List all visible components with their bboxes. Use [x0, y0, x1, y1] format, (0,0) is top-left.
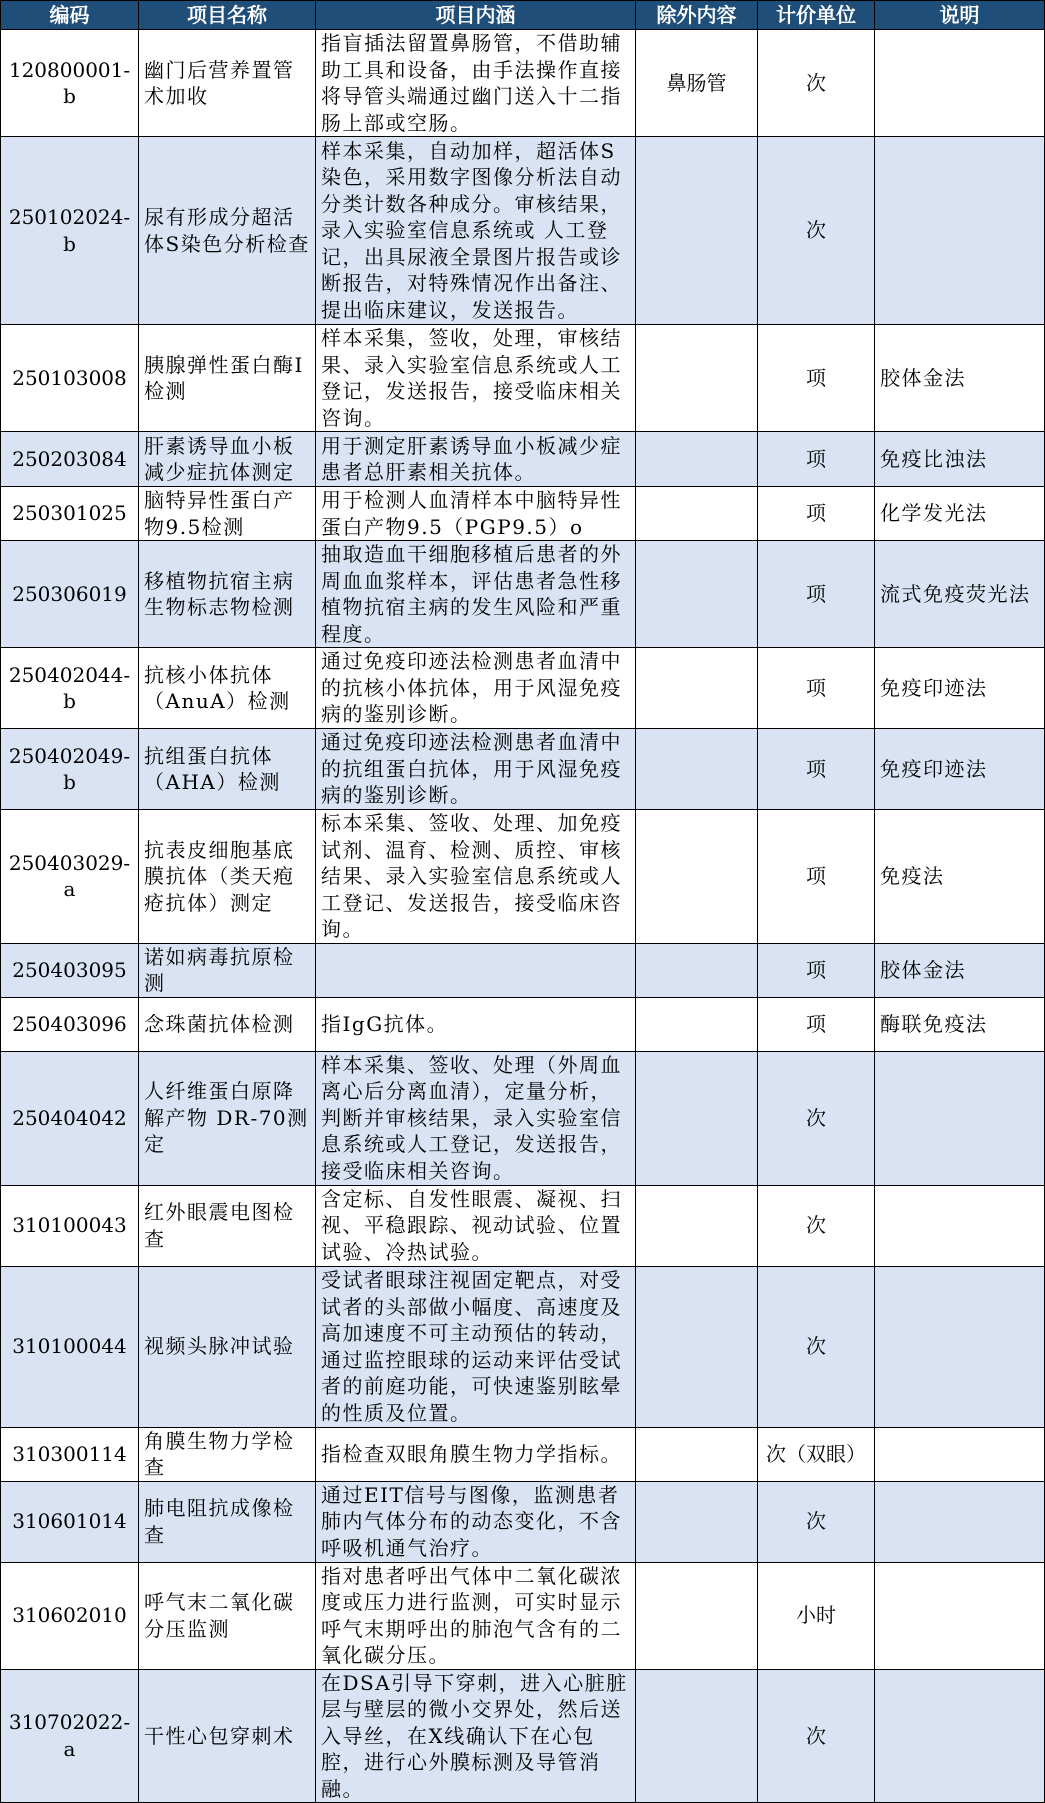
header-note: 说明: [875, 1, 1045, 30]
cell-note: 胶体金法: [875, 943, 1045, 997]
cell-note: 免疫印迹法: [875, 729, 1045, 810]
cell-unit: 项: [758, 997, 875, 1051]
cell-note: 免疫比浊法: [875, 432, 1045, 487]
cell-content: 指对患者呼出气体中二氧化碳浓度或压力进行监测，可实时显示呼气末期呼出的肺泡气含有的二氧化碳分压。: [316, 1562, 636, 1669]
cell-exclude: [636, 729, 758, 810]
cell-name: 抗表皮细胞基底膜抗体（类天疱疮抗体）测定: [139, 810, 316, 944]
cell-exclude: [636, 1051, 758, 1185]
cell-exclude: [636, 1427, 758, 1481]
cell-content: 用于检测人血清样本中脑特异性蛋白产物9.5（PGP9.5）o: [316, 487, 636, 541]
cell-unit: 项: [758, 943, 875, 997]
cell-unit: 项: [758, 487, 875, 541]
cell-code: 310300114: [1, 1427, 139, 1481]
table-header-row: [1, 1, 1045, 30]
cell-unit: 次: [758, 30, 875, 137]
header-unit: 计价单位: [758, 1, 875, 30]
table-row: [1, 1481, 1045, 1562]
cell-content: 指盲插法留置鼻肠管，不借助辅助工具和设备，由手法操作直接将导管头端通过幽门送入十二指肠上部或空肠。: [316, 30, 636, 137]
cell-name: 干性心包穿刺术: [139, 1669, 316, 1803]
cell-note: [875, 1562, 1045, 1669]
cell-name: 人纤维蛋白原降解产物 DR-70测定: [139, 1051, 316, 1185]
cell-exclude: [636, 1185, 758, 1266]
cell-content: 标本采集、签收、处理、加免疫试剂、温育、检测、质控、审核结果、录入实验室信息系统或人工登记、发送报告，接受临床咨询。: [316, 810, 636, 944]
cell-code: 250403095: [1, 943, 139, 997]
cell-content: 用于测定肝素诱导血小板减少症患者总肝素相关抗体。: [316, 432, 636, 487]
cell-name: 脑特异性蛋白产物9.5检测: [139, 487, 316, 541]
table-row: [1, 487, 1045, 541]
cell-unit: 小时: [758, 1562, 875, 1669]
header-code: 编码: [1, 1, 139, 30]
cell-exclude: [636, 810, 758, 944]
table-row: [1, 30, 1045, 137]
cell-unit: 次: [758, 1481, 875, 1562]
cell-content: 含定标、自发性眼震、凝视、扫视、平稳跟踪、视动试验、位置试验、冷热试验。: [316, 1185, 636, 1266]
table-row: [1, 137, 1045, 325]
cell-name: 抗核小体抗体（AnuA）检测: [139, 648, 316, 729]
cell-code: 250403029-a: [1, 810, 139, 944]
cell-code: 250203084: [1, 432, 139, 487]
cell-note: 化学发光法: [875, 487, 1045, 541]
cell-code: 250402049-b: [1, 729, 139, 810]
cell-exclude: [636, 432, 758, 487]
cell-name: 尿有形成分超活体S染色分析检查: [139, 137, 316, 325]
cell-code: 310602010: [1, 1562, 139, 1669]
cell-exclude: [636, 1669, 758, 1803]
cell-code: 310100044: [1, 1266, 139, 1427]
cell-content: 通过EIT信号与图像，监测患者肺内气体分布的动态变化，不含呼吸机通气治疗。: [316, 1481, 636, 1562]
cell-content: [316, 943, 636, 997]
cell-exclude: [636, 1562, 758, 1669]
cell-unit: 次: [758, 1051, 875, 1185]
cell-content: 通过免疫印迹法检测患者血清中的抗核小体抗体，用于风湿免疫病的鉴别诊断。: [316, 648, 636, 729]
cell-unit: 次: [758, 137, 875, 325]
table-row: [1, 541, 1045, 648]
cell-name: 移植物抗宿主病生物标志物检测: [139, 541, 316, 648]
header-name: 项目名称: [139, 1, 316, 30]
cell-note: 免疫法: [875, 810, 1045, 944]
cell-name: 视频头脉冲试验: [139, 1266, 316, 1427]
cell-note: [875, 1266, 1045, 1427]
table-row: [1, 943, 1045, 997]
cell-note: 酶联免疫法: [875, 997, 1045, 1051]
cell-code: 250403096: [1, 997, 139, 1051]
cell-unit: 次: [758, 1266, 875, 1427]
table-row: [1, 1266, 1045, 1427]
cell-exclude: [636, 997, 758, 1051]
cell-name: 角膜生物力学检查: [139, 1427, 316, 1481]
cell-code: 250301025: [1, 487, 139, 541]
cell-exclude: [636, 1266, 758, 1427]
table-row: [1, 325, 1045, 432]
cell-unit: 项: [758, 648, 875, 729]
table-row: [1, 1427, 1045, 1481]
cell-content: 通过免疫印迹法检测患者血清中的抗组蛋白抗体，用于风湿免疫病的鉴别诊断。: [316, 729, 636, 810]
table-row: [1, 1562, 1045, 1669]
cell-exclude: [636, 943, 758, 997]
cell-exclude: 鼻肠管: [636, 30, 758, 137]
table-row: [1, 1051, 1045, 1185]
cell-content: 样本采集、签收、处理（外周血离心后分离血清），定量分析，判断并审核结果，录入实验室信息系统或人工登记，发送报告，接受临床相关咨询。: [316, 1051, 636, 1185]
table-row: [1, 997, 1045, 1051]
cell-content: 抽取造血干细胞移植后患者的外周血血浆样本，评估患者急性移植物抗宿主病的发生风险和严重程度。: [316, 541, 636, 648]
cell-code: 250103008: [1, 325, 139, 432]
cell-note: [875, 1185, 1045, 1266]
cell-code: 310702022-a: [1, 1669, 139, 1803]
cell-note: [875, 1051, 1045, 1185]
cell-unit: 项: [758, 432, 875, 487]
cell-name: 诺如病毒抗原检测: [139, 943, 316, 997]
cell-note: [875, 30, 1045, 137]
cell-unit: 项: [758, 729, 875, 810]
table-row: [1, 648, 1045, 729]
cell-note: [875, 1481, 1045, 1562]
cell-unit: 项: [758, 810, 875, 944]
cell-name: 胰腺弹性蛋白酶I检测: [139, 325, 316, 432]
cell-name: 抗组蛋白抗体（AHA）检测: [139, 729, 316, 810]
cell-name: 呼气末二氧化碳分压监测: [139, 1562, 316, 1669]
header-exclude: 除外内容: [636, 1, 758, 30]
table-row: [1, 432, 1045, 487]
cell-unit: 项: [758, 541, 875, 648]
cell-exclude: [636, 137, 758, 325]
cell-unit: 项: [758, 325, 875, 432]
cell-note: 免疫印迹法: [875, 648, 1045, 729]
cell-note: [875, 137, 1045, 325]
cell-name: 念珠菌抗体检测: [139, 997, 316, 1051]
cell-content: 在DSA引导下穿刺，进入心脏脏层与壁层的微小交界处，然后送入导丝，在X线确认下在心包腔，进行心外膜标测及导管消融。: [316, 1669, 636, 1803]
table-row: [1, 810, 1045, 944]
cell-content: 样本采集，自动加样，超活体S染色，采用数字图像分析法自动分类计数各种成分。审核结果，录入实验室信息系统或 人工登记，出具尿液全景图片报告或诊断报告，对特殊情况作出备注、提出临床建议，发送报告。: [316, 137, 636, 325]
cell-code: 250306019: [1, 541, 139, 648]
cell-exclude: [636, 541, 758, 648]
cell-code: 250402044-b: [1, 648, 139, 729]
cell-name: 肺电阻抗成像检查: [139, 1481, 316, 1562]
table-row: [1, 1669, 1045, 1803]
cell-exclude: [636, 487, 758, 541]
cell-exclude: [636, 648, 758, 729]
cell-content: 受试者眼球注视固定靶点，对受试者的头部做小幅度、高速度及高加速度不可主动预估的转动，通过监控眼球的运动来评估受试者的前庭功能，可快速鉴别眩晕的性质及位置。: [316, 1266, 636, 1427]
cell-content: 指IgG抗体。: [316, 997, 636, 1051]
cell-exclude: [636, 325, 758, 432]
cell-note: 流式免疫荧光法: [875, 541, 1045, 648]
header-content: 项目内涵: [316, 1, 636, 30]
cell-code: 250404042: [1, 1051, 139, 1185]
cell-code: 120800001-b: [1, 30, 139, 137]
cell-unit: 次（双眼）: [758, 1427, 875, 1481]
cell-content: 指检查双眼角膜生物力学指标。: [316, 1427, 636, 1481]
cell-name: 红外眼震电图检查: [139, 1185, 316, 1266]
cell-exclude: [636, 1481, 758, 1562]
cell-name: 肝素诱导血小板减少症抗体测定: [139, 432, 316, 487]
cell-code: 310100043: [1, 1185, 139, 1266]
cell-note: 胶体金法: [875, 325, 1045, 432]
cell-unit: 次: [758, 1185, 875, 1266]
cell-note: [875, 1427, 1045, 1481]
table-row: [1, 1185, 1045, 1266]
cell-note: [875, 1669, 1045, 1803]
table-row: [1, 729, 1045, 810]
cell-name: 幽门后营养置管术加收: [139, 30, 316, 137]
cell-unit: 次: [758, 1669, 875, 1803]
cell-code: 310601014: [1, 1481, 139, 1562]
cell-content: 样本采集，签收，处理，审核结果、录入实验室信息系统或人工登记，发送报告，接受临床相关咨询。: [316, 325, 636, 432]
cell-code: 250102024-b: [1, 137, 139, 325]
